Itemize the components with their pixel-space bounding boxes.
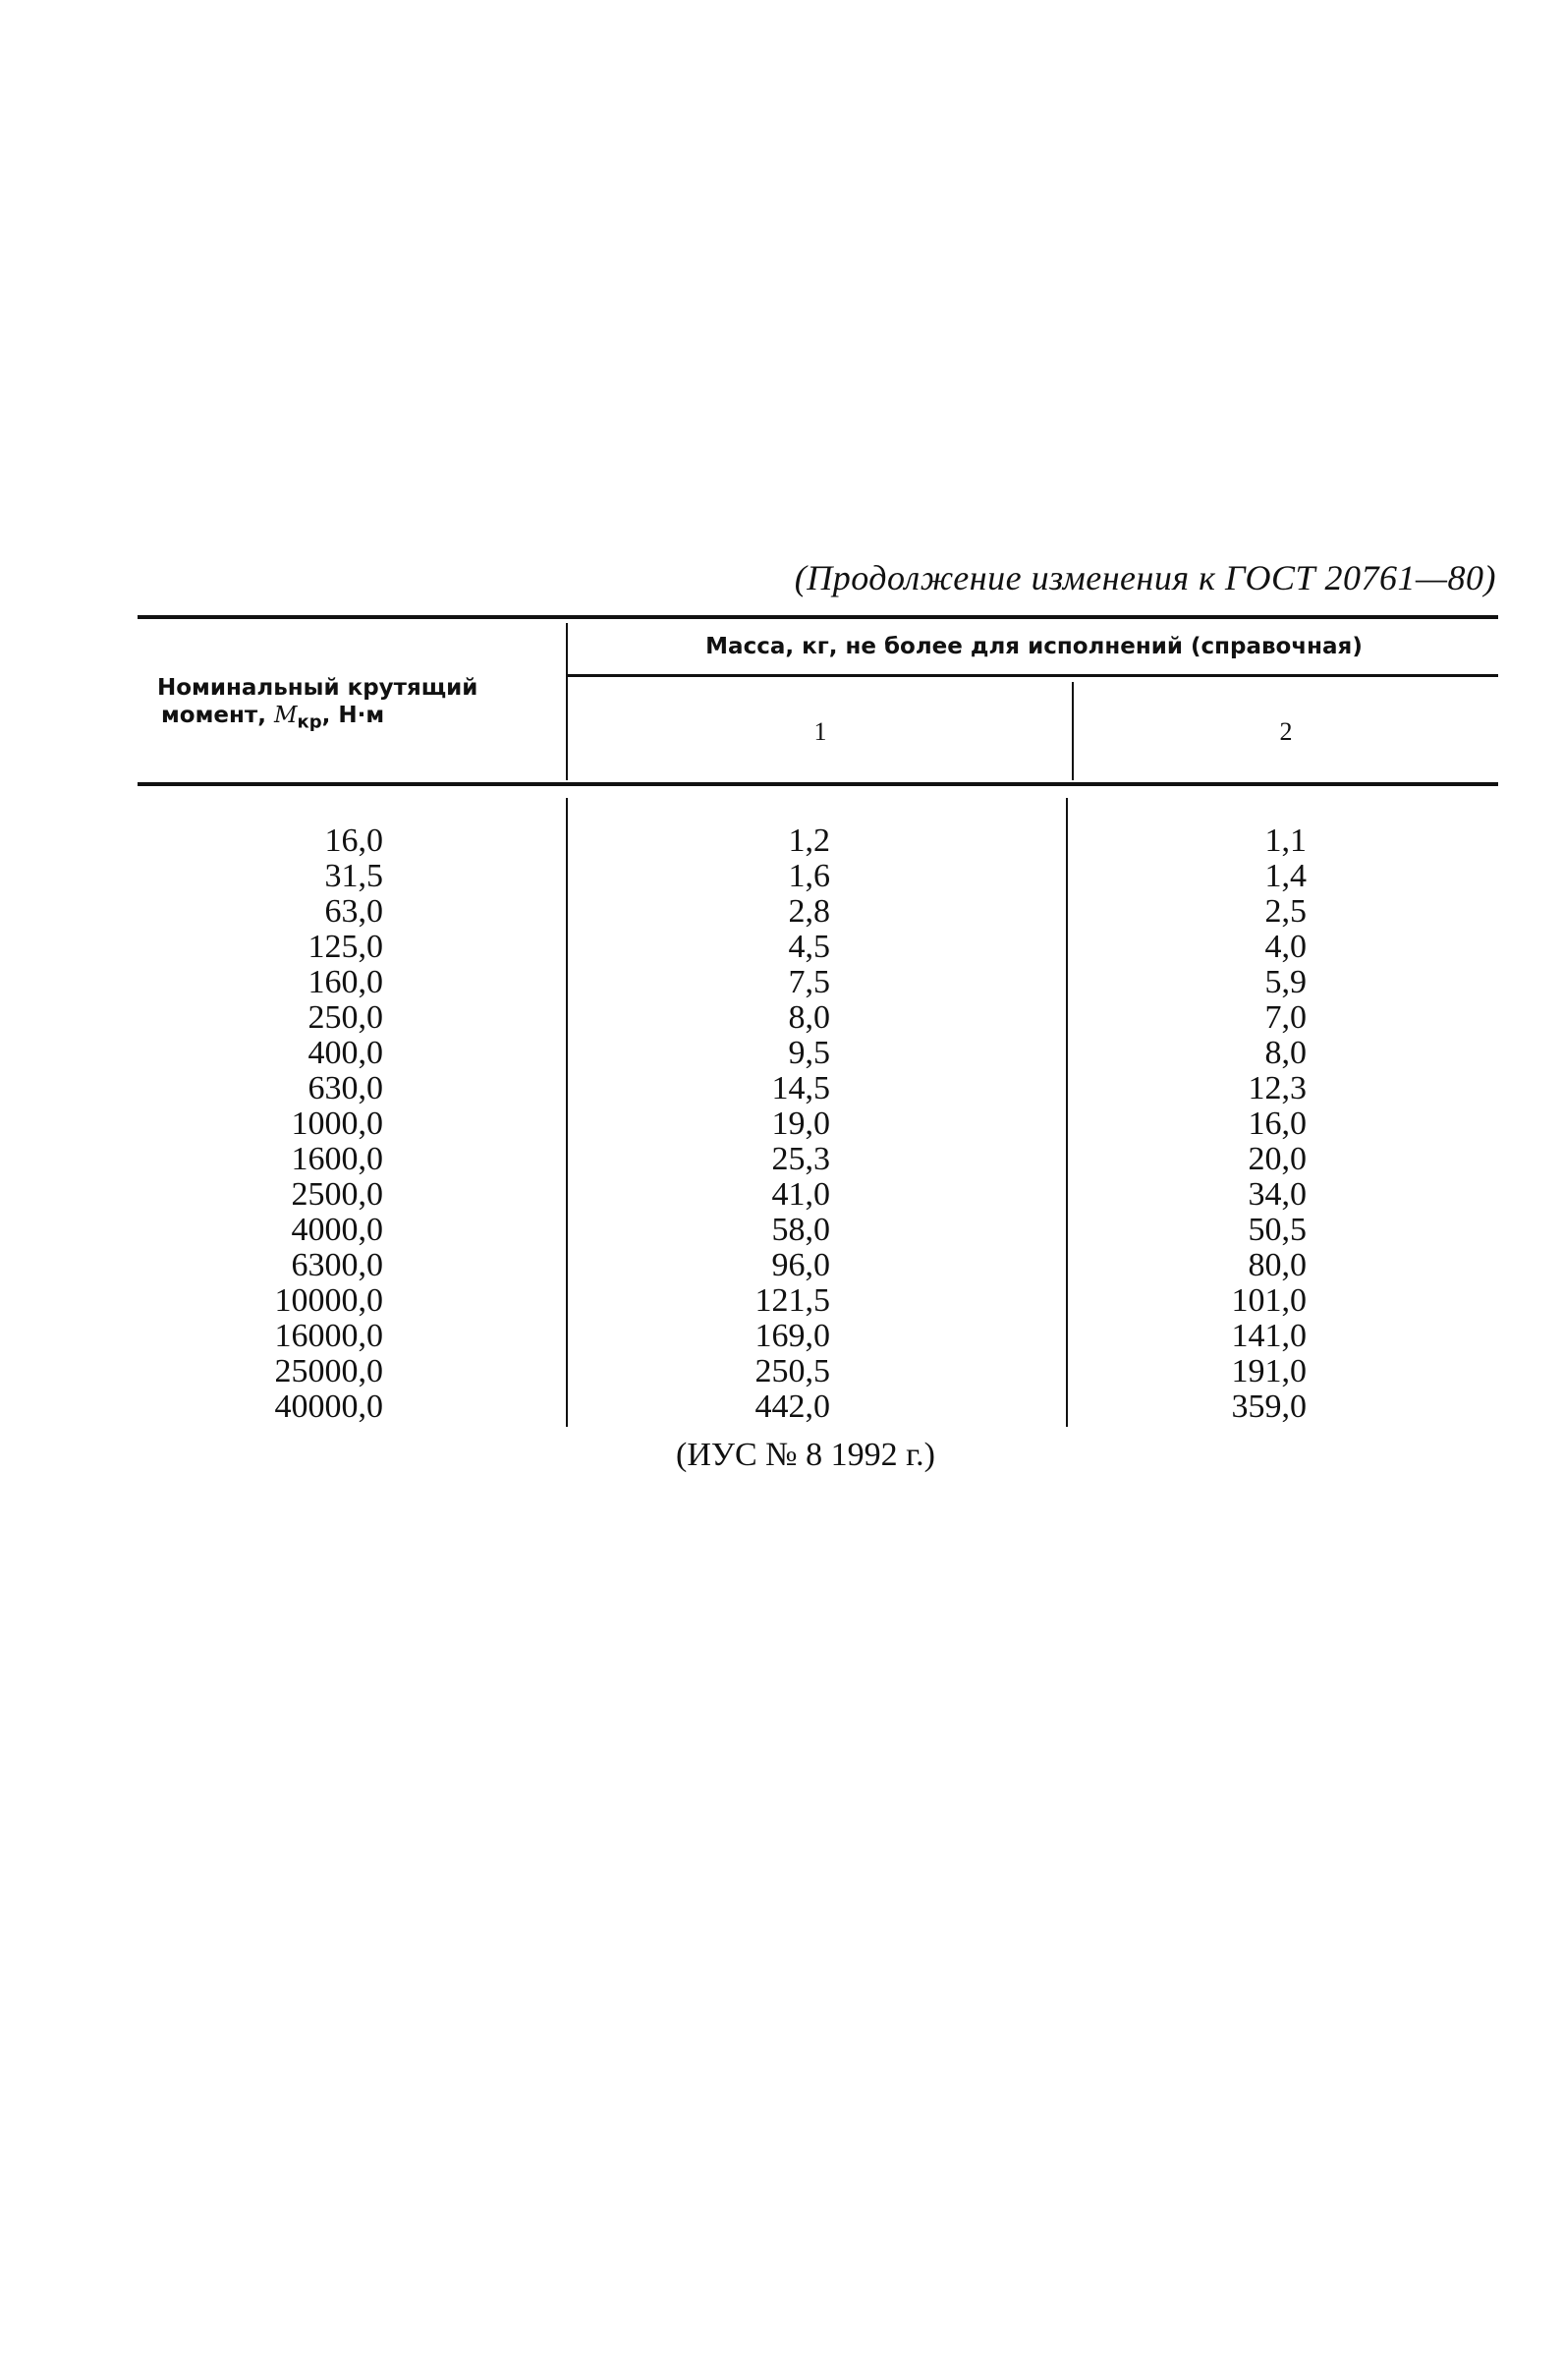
group-header-rule — [566, 674, 1498, 677]
torque-symbol-sub: кр — [297, 711, 322, 733]
torque-column — [147, 823, 383, 1425]
mass-variant-2-cell: 4,0 — [1264, 929, 1307, 965]
mass-variant-2-cell: 1,1 — [1264, 822, 1307, 859]
mass-variant-2-cell: 141,0 — [1231, 1318, 1307, 1354]
torque-unit: , Н·м — [321, 703, 385, 728]
mass-variant-2-cell: 1,4 — [1264, 858, 1307, 894]
mass-variant-1-cell: 250,5 — [754, 1353, 830, 1389]
mass-variant-1-cell: 96,0 — [771, 1247, 830, 1283]
mass-variant-2-cell: 8,0 — [1264, 1035, 1307, 1071]
mass-variant-2-cell: 16,0 — [1248, 1105, 1307, 1142]
mass-variant-1-cell: 7,5 — [788, 964, 830, 1000]
mass-variant-2-cell: 101,0 — [1231, 1282, 1307, 1319]
torque-cell: 16,0 — [324, 822, 383, 859]
torque-cell: 400,0 — [307, 1035, 383, 1071]
column-divider-2-body — [1066, 798, 1068, 1427]
column-header-2: 2 — [1279, 717, 1293, 746]
torque-cell: 10000,0 — [274, 1282, 383, 1319]
mass-variant-1-column — [688, 823, 830, 1425]
mass-variant-2-cell: 2,5 — [1264, 893, 1307, 930]
row-header-line2 — [157, 702, 560, 737]
group-header-mass: Масса, кг, не более для исполнений (справочная) — [705, 634, 1363, 659]
row-header-label — [147, 674, 560, 737]
torque-cell: 63,0 — [324, 893, 383, 930]
mass-variant-2-cell: 5,9 — [1264, 964, 1307, 1000]
mass-variant-1-cell: 19,0 — [771, 1105, 830, 1142]
torque-cell: 6300,0 — [291, 1247, 383, 1283]
mass-variant-2-cell: 80,0 — [1248, 1247, 1307, 1283]
footer-note: (ИУС № 8 1992 г.) — [676, 1437, 935, 1473]
torque-cell: 31,5 — [324, 858, 383, 894]
mass-variant-1-cell: 41,0 — [771, 1176, 830, 1213]
header-bottom-rule — [138, 782, 1498, 786]
mass-variant-1-cell: 58,0 — [771, 1212, 830, 1248]
mass-variant-2-column — [1159, 823, 1307, 1425]
torque-cell: 16000,0 — [274, 1318, 383, 1354]
torque-cell: 1600,0 — [291, 1141, 383, 1177]
mass-variant-1-cell: 442,0 — [754, 1388, 830, 1425]
mass-variant-1-cell: 8,0 — [788, 999, 830, 1036]
mass-variant-1-cell: 25,3 — [771, 1141, 830, 1177]
mass-variant-1-cell: 4,5 — [788, 929, 830, 965]
mass-variant-2-cell: 191,0 — [1231, 1353, 1307, 1389]
running-header: (Продолжение изменения к ГОСТ 20761—80) — [794, 558, 1496, 597]
mass-variant-2-cell: 12,3 — [1248, 1070, 1307, 1106]
mass-variant-1-cell: 2,8 — [788, 893, 830, 930]
torque-cell: 4000,0 — [291, 1212, 383, 1248]
mass-variant-2-cell: 359,0 — [1231, 1388, 1307, 1425]
mass-variant-1-cell: 121,5 — [754, 1282, 830, 1319]
mass-variant-2-cell: 50,5 — [1248, 1212, 1307, 1248]
table-top-rule — [138, 615, 1498, 619]
row-header-prefix: момент, — [161, 703, 266, 728]
column-header-1: 1 — [813, 717, 827, 746]
torque-cell: 1000,0 — [291, 1105, 383, 1142]
torque-cell: 125,0 — [307, 929, 383, 965]
torque-cell: 40000,0 — [274, 1388, 383, 1425]
torque-cell: 160,0 — [307, 964, 383, 1000]
torque-cell: 630,0 — [307, 1070, 383, 1106]
torque-cell: 250,0 — [307, 999, 383, 1036]
torque-symbol: M — [273, 703, 298, 728]
column-divider-1-header — [566, 623, 568, 780]
mass-variant-1-cell: 1,6 — [788, 858, 830, 894]
mass-variant-2-cell: 20,0 — [1248, 1141, 1307, 1177]
mass-variant-1-cell: 1,2 — [788, 822, 830, 859]
column-divider-1-body — [566, 798, 568, 1427]
mass-variant-1-cell: 169,0 — [754, 1318, 830, 1354]
mass-variant-2-cell: 34,0 — [1248, 1176, 1307, 1213]
row-header-line1: Номинальный крутящий — [157, 675, 478, 701]
torque-cell: 2500,0 — [291, 1176, 383, 1213]
torque-cell: 25000,0 — [274, 1353, 383, 1389]
mass-variant-1-cell: 9,5 — [788, 1035, 830, 1071]
mass-variant-1-cell: 14,5 — [771, 1070, 830, 1106]
mass-variant-2-cell: 7,0 — [1264, 999, 1307, 1036]
